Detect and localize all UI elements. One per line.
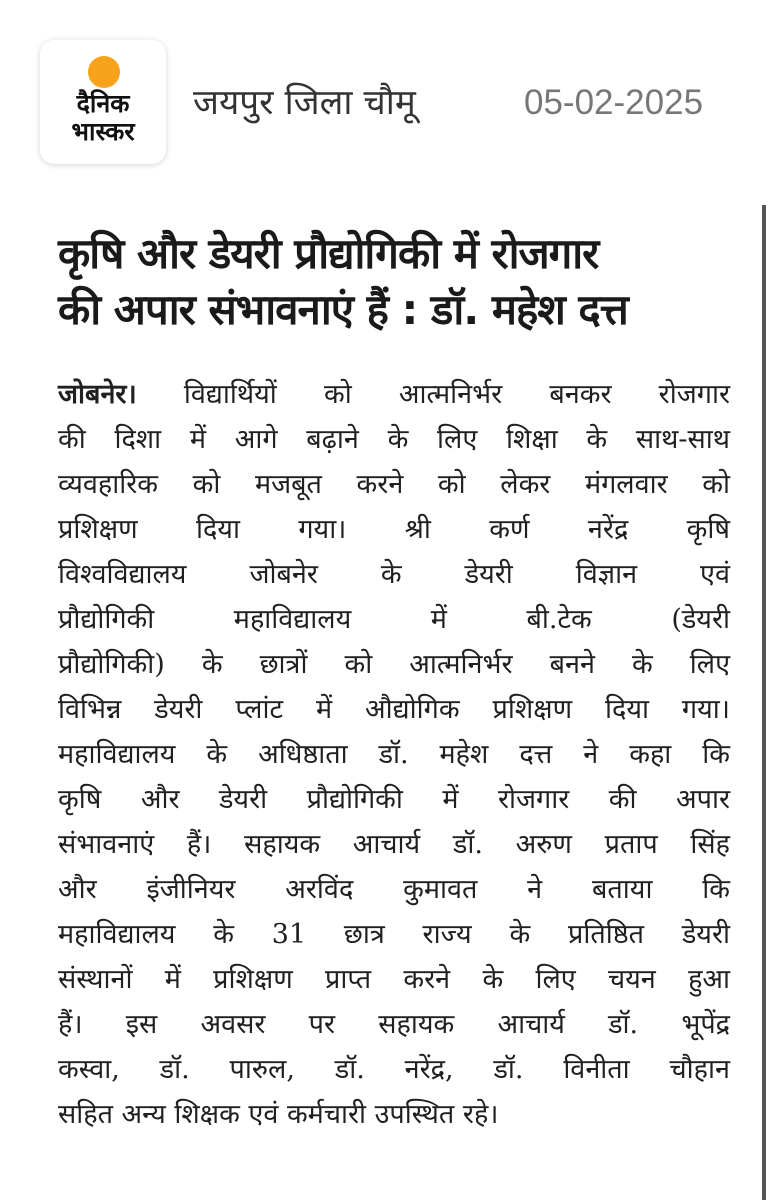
article-line [58,372,730,417]
article-line-text: विद्यार्थियों को आत्मनिर्भर बनकर रोजगार [136,379,730,410]
article-line: विभिन्न डेयरी प्लांट में औद्योगिक प्रशिक्षण दिया गया। [58,694,730,725]
header-bar [0,0,768,200]
article-line: प्रशिक्षण दिया गया। श्री कर्ण नरेंद्र कृषि [58,514,730,545]
article-line: व्यवहारिक को मजबूत करने को लेकर मंगलवार को [58,469,730,500]
dainik-bhaskar-logo [40,40,166,164]
article-line: संस्थानों में प्रशिक्षण प्राप्त करने के लिए चयन हुआ [58,964,730,995]
headline-line: कृषि और डेयरी प्रौद्योगिकी में रोजगार [58,229,599,278]
article-headline [58,226,748,338]
article-line: प्रौद्योगिकी महाविद्यालय में बी.टेक (डेयरी [58,604,730,635]
article-line: कृषि और डेयरी प्रौद्योगिकी में रोजगार की अपार [58,784,730,815]
article-line: और इंजीनियर अरविंद कुमावत ने बताया कि [58,874,730,905]
sun-icon [88,56,120,88]
publication-date: 05-02-2025 [524,83,704,122]
article-body [58,372,730,1137]
article-line: संभावनाएं हैं। सहायक आचार्य डॉ. अरुण प्रताप सिंह [58,829,730,860]
article-line: हैं। इस अवसर पर सहायक आचार्य डॉ. भूपेंद्र [58,1009,730,1040]
headline-line: की अपार संभावनाएं हैं : डॉ. महेश दत्त [58,285,628,334]
logo-text-line1: दैनिक [76,89,130,118]
article-line: विश्वविद्यालय जोबनेर के डेयरी विज्ञान एवं [58,559,730,590]
logo-text-line2: भास्कर [71,117,135,146]
article-line: प्रौद्योगिकी) के छात्रों को आत्मनिर्भर बनने के लिए [58,649,730,680]
article-line: महाविद्यालय के अधिष्ठाता डॉ. महेश दत्त ने कहा कि [58,739,730,770]
article-line: कस्वा, डॉ. पारुल, डॉ. नरेंद्र, डॉ. विनीता चौहान [58,1054,730,1085]
edition-label: जयपुर जिला चौमू [193,83,416,123]
column-divider [762,205,766,1200]
article-line: सहित अन्य शिक्षक एवं कर्मचारी उपस्थित रहे। [58,1099,499,1130]
dateline: जोबनेर। [58,379,137,410]
article-line: महाविद्यालय के 31 छात्र राज्य के प्रतिष्ठित डेयरी [58,919,730,950]
article-line: की दिशा में आगे बढ़ाने के लिए शिक्षा के साथ-साथ [58,424,730,455]
